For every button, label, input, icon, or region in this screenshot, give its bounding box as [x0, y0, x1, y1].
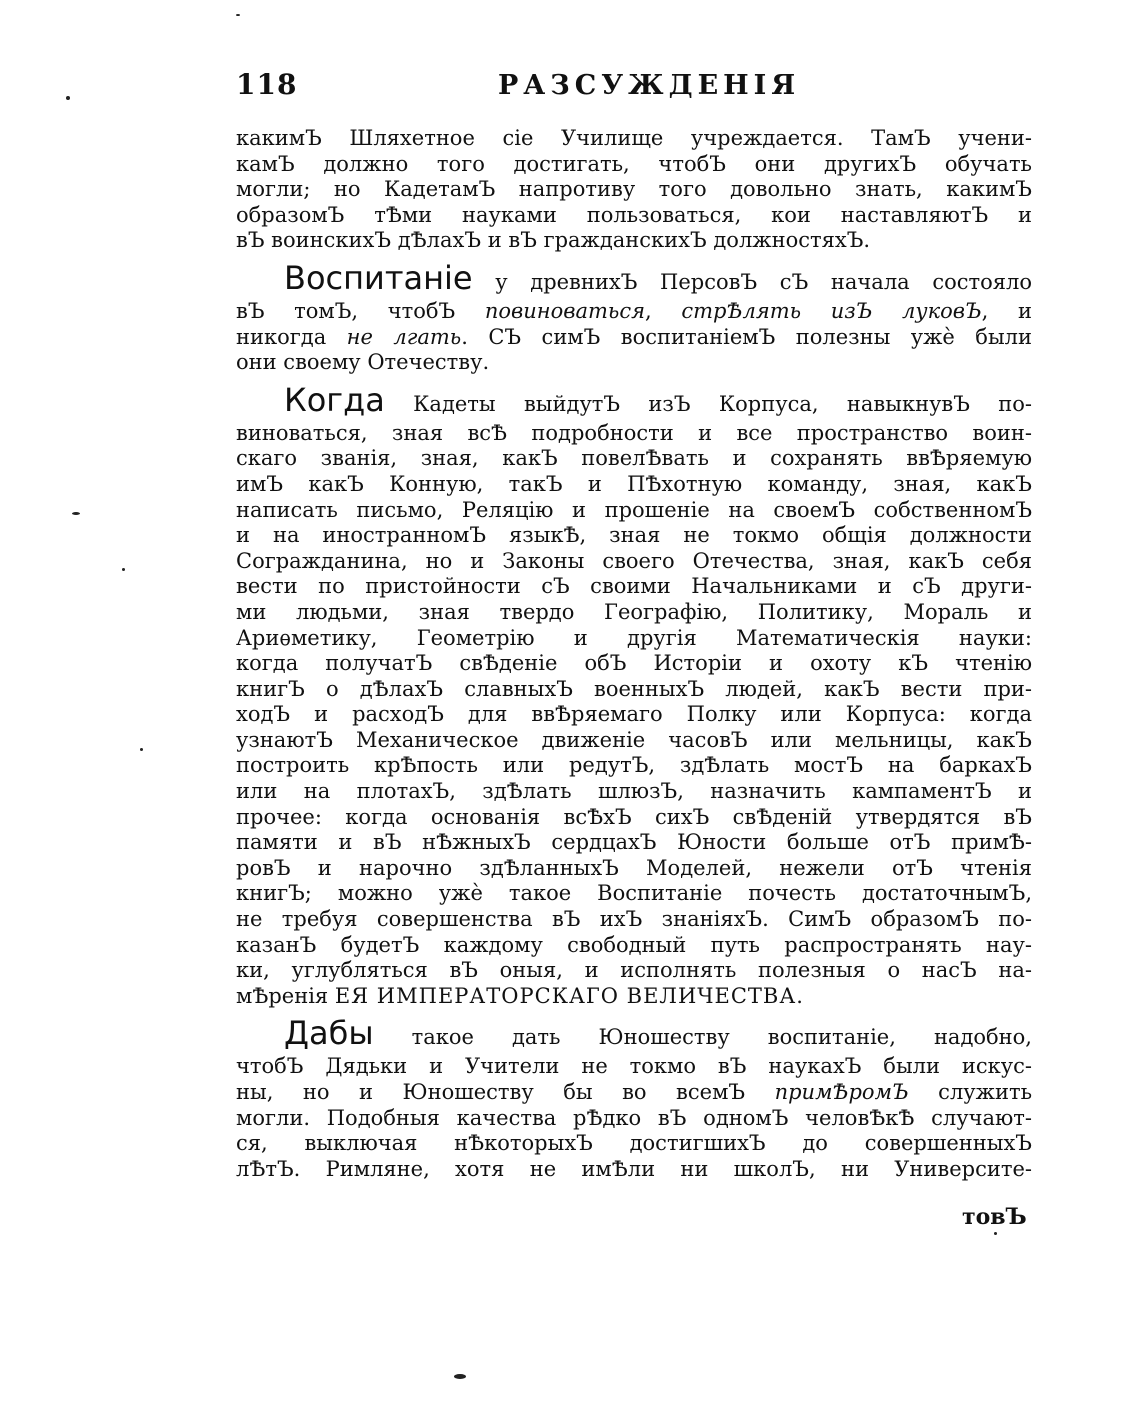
text-line: лѢтЪ. Римляне, хотя не имѢли ни школЪ, ни Университе- [236, 1156, 1032, 1181]
text-line: не требуя совершенства вЪ ихЪ знаніяхЪ. СимЪ образомЪ по- [236, 907, 1032, 932]
text-line: виноваться, зная всѢ подробности и все пространство воин- [236, 420, 1032, 445]
paragraph-4 [236, 1018, 1032, 1182]
page-header [236, 68, 1036, 108]
text-line: камЪ должно того достигать, чтобЪ они другихЪ обучать [236, 151, 1032, 176]
text-line: Ариѳметику, Геометрію и другія Математическія науки: [236, 625, 1032, 650]
text-span: служить [908, 1080, 1032, 1104]
text-line: памяти и вЪ нѢжныхЪ сердцахЪ Юности больше отЪ примѢ- [236, 830, 1032, 855]
text-span: Кадеты выйдутЪ изЪ Корпуса, навыкнувЪ по- [384, 391, 1032, 416]
text-line: написать письмо, Реляцію и прошеніе на своемЪ собственномЪ [236, 497, 1032, 522]
text-line: они своему Отечеству. [236, 350, 490, 375]
text-line: или на плотахЪ, здѢлать шлюзЪ, назначить кампаментЪ и [236, 779, 1032, 804]
caps-text: ЕЯ ИМПЕРАТОРСКАГО ВЕЛИЧЕСТВА. [334, 983, 804, 1008]
scan-speck [122, 568, 125, 571]
paragraph-lead-word: Когда [284, 384, 385, 419]
text-line: какимЪ Шляхетное сіе Училище учреждается. ТамЪ учени- [236, 126, 1032, 150]
italic-text: стрѢлять изЪ луковЪ [681, 298, 982, 323]
italic-text: не лгать [346, 324, 462, 349]
text-line: могли. Подобныя качества рѢдко вЪ одномЪ человѢкѢ случают- [236, 1105, 1032, 1130]
text-line: ми людьми, зная твердо Географію, Политику, Мораль и [236, 599, 1032, 624]
paragraph-2 [236, 263, 1032, 376]
scan-speck [66, 96, 70, 100]
text-line: вЪ воинскихЪ дѢлахЪ и вЪ гражданскихЪ должностяхЪ. [236, 228, 871, 253]
text-line [236, 984, 1032, 1010]
text-span: вЪ томЪ, чтобЪ [236, 298, 485, 323]
text-line: чтобЪ Дядьки и Учители не токмо вЪ наукахЪ были искус- [236, 1054, 1032, 1079]
page-number: 118 [236, 68, 298, 101]
text-line: ки, углубляться вЪ оныя, и исполнять полезныя о насЪ на- [236, 958, 1032, 983]
text-line: скаго званія, зная, какЪ повелѢвать и сохранять ввѢряемую [236, 446, 1032, 471]
text-span: , и [981, 298, 1032, 323]
text-line: вести по пристойности сЪ своими Начальниками и сЪ други- [236, 574, 1032, 599]
paragraph-lead-word: Дабы [284, 1018, 374, 1053]
scan-speck [140, 748, 143, 751]
catchword: товЪ [962, 1204, 1027, 1230]
text-line [236, 385, 1032, 421]
scan-speck [236, 14, 240, 16]
text-line: имЪ какЪ Конную, такЪ и ПѢхотную команду, зная, какЪ [236, 471, 1032, 496]
paragraph-lead-word: Воспитаніе [284, 262, 473, 297]
paragraph-1 [236, 126, 1032, 254]
text-line: образомЪ тѢми науками пользоваться, кои наставляютЪ и [236, 202, 1032, 227]
text-line: и на иностранномЪ языкѢ, зная не токмо общія должности [236, 523, 1032, 548]
text-line: когда получатЪ свѢденіе обЪ Исторіи и охоту кЪ чтенію [236, 651, 1032, 676]
running-head: РАЗСУЖДЕНІЯ [498, 70, 801, 101]
text-line: ровЪ и нарочно здѢланныхЪ Моделей, нежели отЪ чтенія [236, 855, 1032, 880]
text-line: казанЪ будетЪ каждому свободный путь распространять нау- [236, 932, 1032, 957]
body-text [236, 126, 1032, 1182]
paragraph-3 [236, 385, 1032, 1010]
text-line [236, 1018, 1032, 1054]
text-span: никогда [236, 324, 347, 349]
scan-speck [454, 1374, 466, 1379]
text-line: книгЪ; можно ужè такое Воспитаніе почесть достаточнымЪ, [236, 881, 1032, 906]
text-line [236, 299, 1032, 325]
text-line [236, 263, 1032, 299]
text-span: , [645, 298, 682, 323]
text-line: книгЪ о дѢлахЪ славныхЪ военныхЪ людей, какЪ вести при- [236, 676, 1032, 701]
italic-text: повиноваться [484, 298, 646, 323]
text-line: Согражданина, но и Законы своего Отечества, зная, какЪ себя [236, 548, 1032, 573]
text-line [236, 325, 1032, 351]
text-span: мѢренія [236, 983, 335, 1008]
text-line: построить крѢпость или редутЪ, здѢлать мостЪ на баркахЪ [236, 753, 1032, 778]
text-line: ходЪ и расходЪ для ввѢряемаго Полку или Корпуса: когда [236, 702, 1032, 727]
text-span: у древнихЪ ПерсовЪ сЪ начала состояло [472, 269, 1032, 294]
text-span: . СЪ симЪ воспитаніемЪ полезны ужè были [461, 324, 1032, 349]
italic-text: примѢромЪ [774, 1080, 909, 1104]
text-span: такое дать Юношеству воспитаніе, надобно, [373, 1025, 1032, 1050]
text-line: прочее: когда основанія всѢхЪ сихЪ свѢденій утвердятся вЪ [236, 804, 1032, 829]
text-line: узнаютЪ Механическое движеніе часовЪ или мельницы, какЪ [236, 727, 1032, 752]
scan-speck [994, 1232, 997, 1235]
text-line: могли; но КадетамЪ напротиву того довольно знать, какимЪ [236, 177, 1032, 202]
text-span: ны, но и Юношеству бы во всемЪ [236, 1080, 775, 1104]
text-line: ся, выключая нѢкоторыхЪ достигшихЪ до совершенныхЪ [236, 1131, 1032, 1156]
text-line [236, 1080, 1032, 1106]
scan-speck [72, 512, 80, 515]
